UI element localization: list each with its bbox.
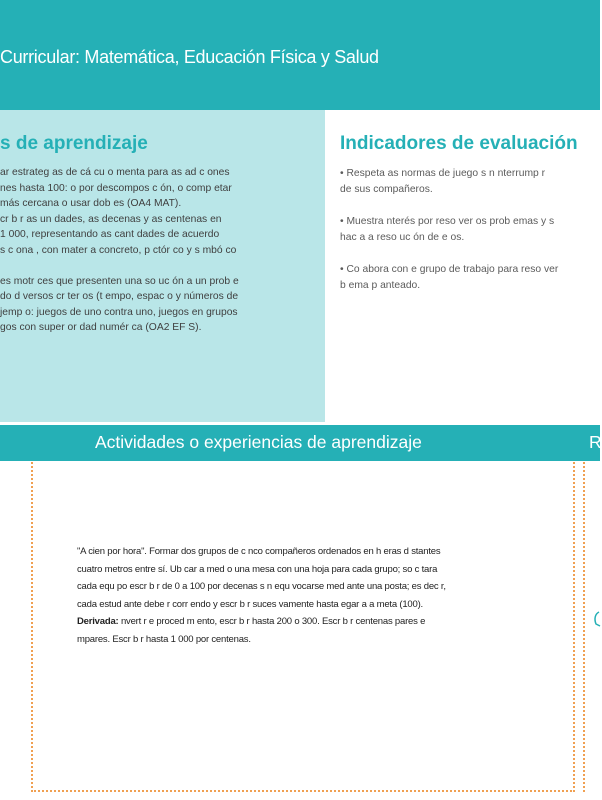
- partial-icon: [593, 610, 600, 628]
- activities-title: Actividades o experiencias de aprendizaje: [95, 432, 422, 452]
- page-title: Curricular: Matemática, Educación Física y Salud: [0, 47, 379, 67]
- indicator-line: hac a a reso uc ón de e os.: [340, 232, 465, 243]
- indicator-item: [340, 166, 600, 198]
- activity-description: [77, 543, 529, 648]
- derivada-label: Derivada:: [77, 616, 119, 627]
- learning-objectives-text: [0, 165, 310, 336]
- indicator-line: • Muestra nterés por reso ver os prob emas y s: [340, 216, 555, 227]
- activity-line: cada equ po escr b r de 0 a 100 por decenas s n equ vocarse med ante una posta; es dec r,: [77, 581, 446, 592]
- objective-line: ar estrateg as de cá cu o menta para as ad c ones: [0, 167, 230, 178]
- activity-line: "A cien por hora". Formar dos grupos de c nco compañeros ordenados en h eras d stantes: [77, 546, 441, 557]
- evaluation-indicators-title: Indicadores de evaluación: [340, 133, 578, 154]
- resources-dotted-edge: [583, 462, 585, 792]
- objective-line: 1 000, representando as cant dades de acuerdo: [0, 229, 220, 240]
- indicator-line: de sus compañeros.: [340, 184, 433, 195]
- derivada-text: nvert r e proced m ento, escr b r hasta 200 o 300. Escr b r centenas pares e: [118, 616, 426, 627]
- objective-line: cr b r as un dades, as decenas y as centenas en: [0, 213, 222, 225]
- activity-line: mpares. Escr b r hasta 1 000 por centenas.: [77, 633, 251, 645]
- objective-line: nes hasta 100: o por descompos c ón, o comp etar: [0, 182, 232, 194]
- indicator-item: [340, 262, 600, 294]
- indicator-line: b ema p anteado.: [340, 280, 421, 291]
- indicator-line: • Co abora con e grupo de trabajo para reso ver: [340, 264, 559, 275]
- activity-line: [77, 613, 529, 631]
- objective-line: s c ona , con mater a concreto, p ctór co y s mbó co: [0, 244, 237, 256]
- objective-line: es motr ces que presenten una so uc ón a un prob e: [0, 275, 239, 287]
- resources-title-partial: R: [589, 432, 602, 452]
- activity-line: cada estud ante debe r corr endo y escr b r suces vamente hasta egar a a meta (100).: [77, 598, 423, 610]
- objective-line: gos con super or dad numér ca (OA2 EF S).: [0, 322, 202, 333]
- paragraph-gap: [0, 258, 310, 274]
- indicator-line: • Respeta as normas de juego s n nterrump r: [340, 168, 546, 179]
- evaluation-indicators-list: [340, 166, 600, 310]
- objective-line: jemp o: juegos de uno contra uno, juegos en grupos: [0, 306, 238, 318]
- learning-objectives-title: s de aprendizaje: [0, 133, 148, 154]
- objective-line: do d versos cr ter os (t empo, espac o y números de: [0, 291, 239, 302]
- activity-line: cuatro metros entre sí. Ub car a med o una mesa con una hoja para cada grupo; so c tara: [77, 563, 438, 575]
- objective-line: más cercana o usar dob es (OA4 MAT).: [0, 198, 182, 209]
- indicator-item: [340, 214, 600, 246]
